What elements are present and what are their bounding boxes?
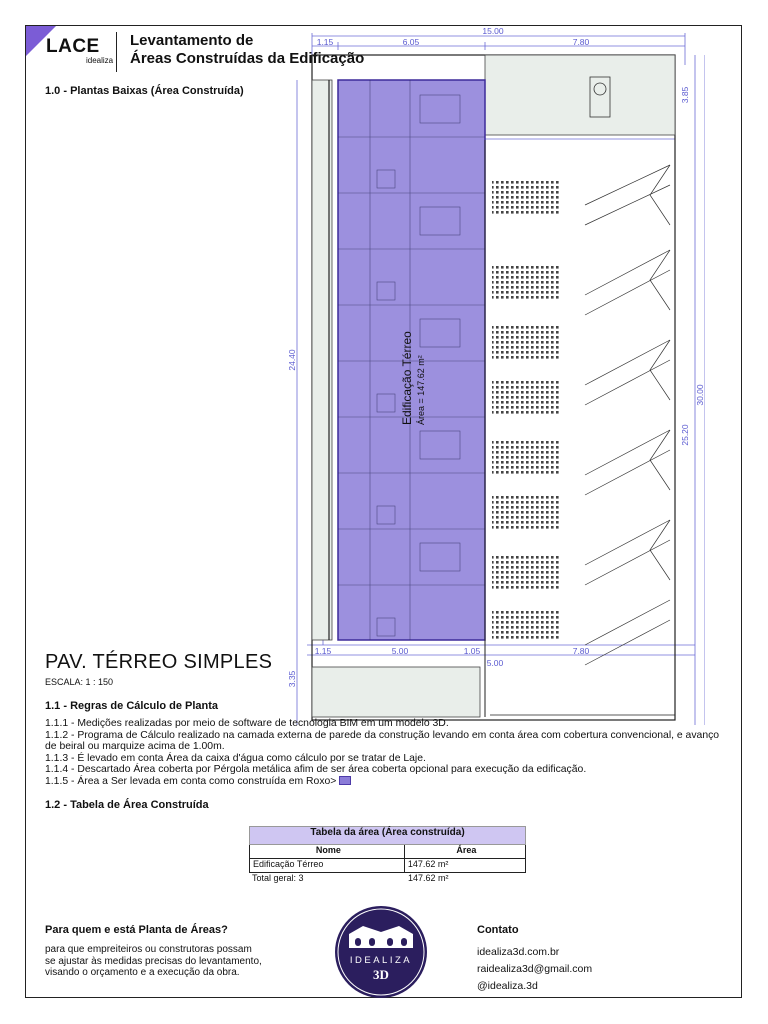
answer-line: para que empreiteiros ou construtoras possam [45, 944, 252, 955]
section-plantas-heading: 1.0 - Plantas Baixas (Área Construída) [45, 85, 244, 97]
col-area-header: Área [456, 845, 477, 855]
total-label: Total geral: 3 [252, 873, 304, 883]
dim-mid-d: 5.00 [486, 658, 504, 668]
row-nome: Edificação Térreo [250, 859, 405, 872]
dim-3000: 30.00 [695, 384, 705, 406]
title-line-2: Áreas Construídas da Edificação [130, 50, 365, 67]
dim-top-a: 1.15 [316, 37, 334, 47]
col-nome-header: Nome [250, 845, 405, 858]
rule-item-last [45, 776, 725, 788]
contact-block [477, 924, 592, 997]
rule-item: 1.1.1 - Medições realizadas por meio de software de tecnologia BIM em um modelo 3D. [45, 718, 449, 729]
dim-mid-c: 1.05 [463, 646, 481, 656]
dim-mid-a: 1.15 [314, 646, 332, 656]
answer-line: visando o orçamento e a execução da obra. [45, 967, 240, 978]
badge-text: IDEALIZA [349, 955, 413, 966]
dim-top-b: 6.05 [402, 37, 420, 47]
table-total-row [249, 873, 526, 886]
row-area: 147.62 m² [407, 859, 449, 869]
rule-item: 1.1.3 - É levado em conta Área da caixa d'água como cálculo por se tratar de Laje. [45, 752, 426, 764]
table-header-row [249, 845, 526, 859]
rules-heading: 1.1 - Regras de Cálculo de Planta [45, 700, 219, 712]
rule-item-text: 1.1.5 - Área a Ser levada em conta como construída em Roxo> [45, 775, 337, 787]
purple-swatch [339, 776, 351, 785]
dim-top-total: 15.00 [482, 26, 504, 36]
area-value: Área = 147.62 m² [416, 355, 426, 425]
dim-385: 3.85 [680, 86, 690, 104]
footer-question: Para quem e está Planta de Áreas? [45, 924, 228, 936]
answer-line: se ajustar às medidas precisas do levantamento, [45, 955, 262, 967]
dim-top-c: 7.80 [572, 37, 590, 47]
table-title: Tabela da área (Área construída) [249, 826, 526, 845]
pav-title: PAV. TÉRREO SIMPLES [45, 651, 273, 673]
rule-item: 1.1.4 - Descartado Área coberta por Pérgola metálica afim de ser área coberta opcional para execução da edificação. [45, 764, 587, 775]
contact-social-link[interactable]: @idealiza.3d [477, 980, 538, 992]
contact-email-link[interactable]: raidealiza3d@gmail.com [477, 963, 593, 975]
dim-mid-e: 7.80 [572, 646, 590, 656]
lace-logo [26, 26, 116, 68]
dim-mid-b: 5.00 [391, 646, 409, 656]
footer-answer [45, 944, 305, 979]
contact-website-link[interactable]: idealiza3d.com.br [477, 946, 560, 958]
floor-plan-drawing [285, 25, 705, 745]
rules-list [45, 718, 725, 787]
area-label: Edificação Térreo [400, 331, 414, 425]
logo-subtext: idealiza [86, 56, 114, 65]
dim-335: 3.35 [287, 670, 297, 688]
total-value: 147.62 m² [408, 873, 449, 883]
title-line-1: Levantamento de [130, 32, 254, 49]
rule-item: 1.1.2 - Programa de Cálculo realizado na camada externa de parede da construção levando em conta área com cobertura convencional, e avanço de beiral ou marquize acima de 1.00m. [45, 729, 720, 752]
title-separator [116, 32, 117, 72]
dim-2440: 24.40 [287, 349, 297, 371]
footer-info [45, 924, 305, 979]
logo-text: LACE [46, 36, 100, 57]
table-row [249, 859, 526, 873]
dim-2520: 25.20 [680, 424, 690, 446]
area-table [249, 826, 526, 886]
idealiza-badge-logo [333, 904, 429, 1000]
contact-heading: Contato [477, 924, 519, 936]
table-heading: 1.2 - Tabela de Área Construída [45, 799, 209, 811]
scale-label: ESCALA: 1 : 150 [45, 677, 114, 687]
badge-sub: 3D [373, 967, 389, 982]
